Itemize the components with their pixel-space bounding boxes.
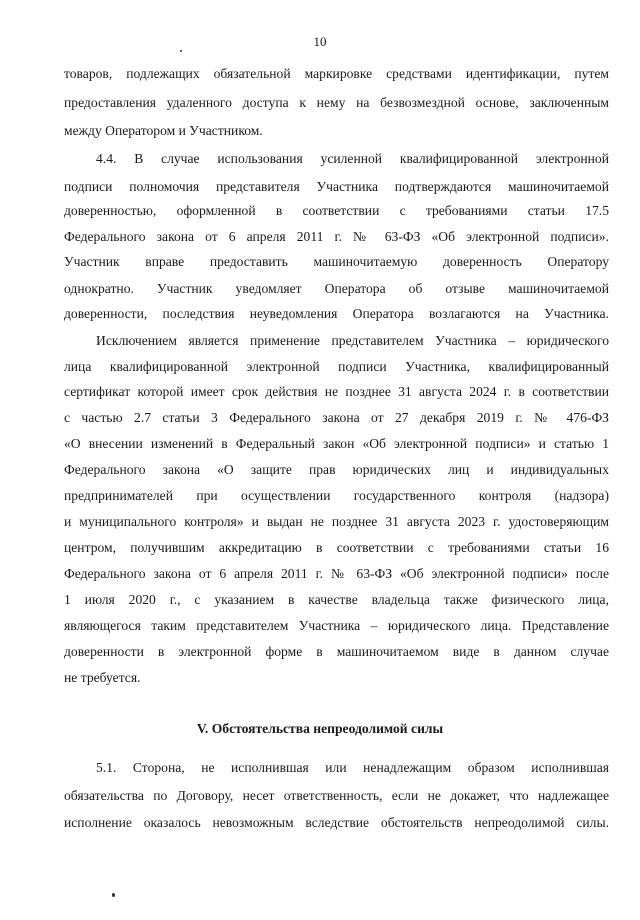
text-line: между Оператором и Участником. — [64, 123, 263, 138]
text-line: Федерального закона от 6 апреля 2011 г. № 63-ФЗ «Об электронной подписи» после — [64, 566, 609, 581]
text-line: 5.1. Сторона, не исполнившая или ненадлежащим образом исполнившая — [96, 760, 609, 775]
text-line: не требуется. — [64, 670, 141, 685]
text-line: однократно. Участник уведомляет Оператора об отзыве машиночитаемой — [64, 281, 609, 296]
text-line: Федерального закона «О защите прав юридических лиц и индивидуальных — [64, 462, 609, 477]
section-heading: V. Обстоятельства непреодолимой силы — [196, 721, 444, 736]
scan-speck — [112, 893, 115, 897]
text-line: являющегося таким представителем Участника – юридического лица. Представление — [64, 618, 609, 633]
text-line: Федерального закона от 6 апреля 2011 г. № 63-ФЗ «Об электронной подписи». — [64, 229, 609, 244]
text-line: с частью 2.7 статьи 3 Федерального закона от 27 декабря 2019 г. № 476-ФЗ — [64, 410, 609, 425]
text-line: доверенностью, оформленной в соответствии с требованиями статьи 17.5 — [64, 203, 609, 218]
text-line: Исключением является применение представителем Участника – юридического — [96, 333, 609, 348]
text-line: доверенности в электронной форме в машиночитаемом виде в данном случае — [64, 644, 609, 659]
text-line: доверенности, последствия неуведомления Оператора возлагаются на Участника. — [64, 306, 609, 321]
scan-speck — [180, 50, 182, 52]
text-line: товаров, подлежащих обязательной маркировке средствами идентификации, путем — [64, 66, 609, 81]
text-line: Участник вправе предоставить машиночитаемую доверенность Оператору — [64, 254, 609, 269]
text-line: 4.4. В случае использования усиленной квалифицированной электронной — [96, 151, 609, 166]
text-line: лица квалифицированной электронной подписи Участника, квалифицированный — [64, 359, 609, 374]
text-line: «О внесении изменений в Федеральный закон «Об электронной подписи» и статью 1 — [64, 436, 609, 451]
text-line: исполнение оказалось невозможным вследствие обстоятельств непреодолимой силы. — [64, 815, 609, 830]
text-line: предоставления удаленного доступа к нему на безвозмездной основе, заключенным — [64, 95, 609, 110]
text-line: 1 июля 2020 г., с указанием в качестве владельца также физического лица, — [64, 592, 609, 607]
text-line: обязательства по Договору, несет ответственность, если не докажет, что надлежащее — [64, 788, 609, 803]
text-line: сертификат которой имеет срок действия не позднее 31 августа 2024 г. в соответствии — [64, 384, 609, 399]
text-line: и муниципального контроля» и выдан не позднее 31 августа 2023 г. удостоверяющим — [64, 514, 609, 529]
text-line: подписи полномочия представителя Участника подтверждаются машиночитаемой — [64, 179, 609, 194]
text-line: предпринимателей при осуществлении государственного контроля (надзора) — [64, 488, 609, 503]
text-line: центром, получившим аккредитацию в соответствии с требованиями статьи 16 — [64, 540, 609, 555]
page-number: 10 — [313, 34, 327, 49]
